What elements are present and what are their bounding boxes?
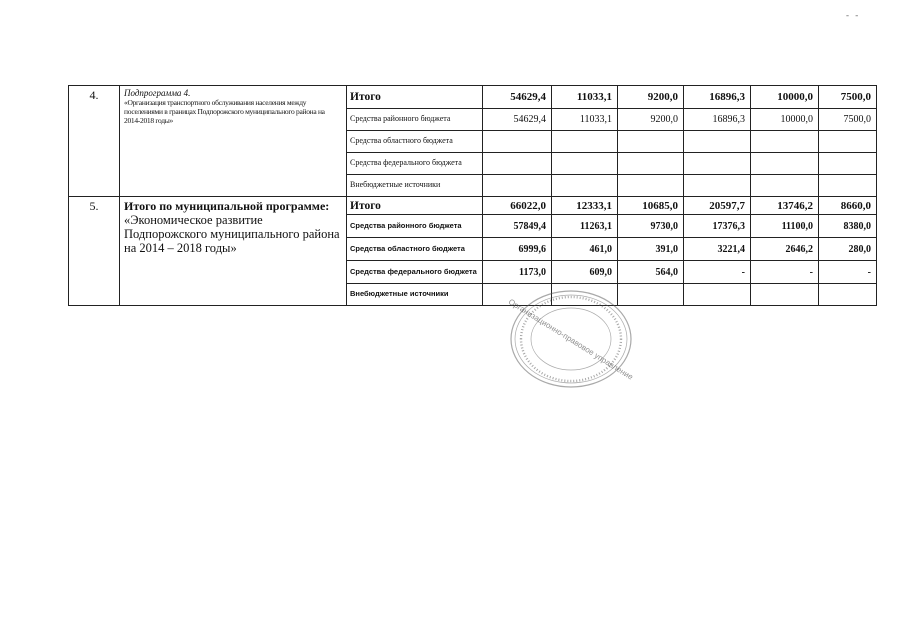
total-value: 9200,0 [618,86,684,109]
cell-value [618,131,684,153]
source-label: Внебюджетные источники [347,175,483,197]
cell-value [684,153,751,175]
program-name: «Организация транспортного обслуживания населения между поселениями в границах Подпорожского муниципального района на 2014-2018 годы» [124,98,325,125]
cell-value [684,175,751,197]
cell-value: 11100,0 [751,215,819,238]
corner-mark: - - [846,10,861,20]
total-value: 11033,1 [552,86,618,109]
cell-value: 7500,0 [819,109,877,131]
cell-value: 280,0 [819,238,877,261]
cell-value [618,153,684,175]
cell-value: - [819,261,877,284]
source-label: Средства районного бюджета [347,215,483,238]
cell-value: 609,0 [552,261,618,284]
total-value: 8660,0 [819,197,877,215]
cell-value: 54629,4 [483,109,552,131]
cell-value: 17376,3 [684,215,751,238]
program-title: Итого по муниципальной программе: [124,199,330,213]
cell-value: 6999,6 [483,238,552,261]
program-cell [120,86,347,197]
program-title: Подпрограмма 4. [124,88,191,98]
cell-value: - [684,261,751,284]
table-row [69,197,877,215]
total-value: 20597,7 [684,197,751,215]
official-stamp [505,286,637,391]
cell-value: 16896,3 [684,109,751,131]
cell-value [552,175,618,197]
program-cell [120,197,347,306]
cell-value: 57849,4 [483,215,552,238]
total-label: Итого [347,86,483,109]
cell-value: 2646,2 [751,238,819,261]
cell-value: 10000,0 [751,109,819,131]
source-label: Средства районного бюджета [347,109,483,131]
cell-value [819,284,877,306]
cell-value: 1173,0 [483,261,552,284]
source-label: Средства областного бюджета [347,238,483,261]
cell-value [819,153,877,175]
cell-value: 8380,0 [819,215,877,238]
source-label: Средства федерального бюджета [347,261,483,284]
stamp-text: Организационно-правовое управление [506,297,635,382]
cell-value: 11033,1 [552,109,618,131]
table-row [69,86,877,109]
total-value: 13746,2 [751,197,819,215]
row-number: 5. [69,197,120,306]
total-value: 66022,0 [483,197,552,215]
total-value: 54629,4 [483,86,552,109]
cell-value: 461,0 [552,238,618,261]
source-label: Внебюджетные источники [347,284,483,306]
cell-value [684,284,751,306]
program-name: «Экономическое развитие Подпорожского муниципального района на 2014 – 2018 годы» [124,213,340,255]
cell-value: 9200,0 [618,109,684,131]
cell-value: 391,0 [618,238,684,261]
total-label: Итого [347,197,483,215]
cell-value [751,131,819,153]
cell-value: 11263,1 [552,215,618,238]
row-number: 4. [69,86,120,197]
budget-table [68,85,877,306]
total-value: 7500,0 [819,86,877,109]
cell-value [483,175,552,197]
cell-value [483,153,552,175]
cell-value: - [751,261,819,284]
total-value: 16896,3 [684,86,751,109]
cell-value [819,175,877,197]
cell-value [552,131,618,153]
cell-value [751,175,819,197]
cell-value: 564,0 [618,261,684,284]
cell-value: 9730,0 [618,215,684,238]
source-label: Средства областного бюджета [347,131,483,153]
cell-value [751,153,819,175]
source-label: Средства федерального бюджета [347,153,483,175]
total-value: 12333,1 [552,197,618,215]
cell-value [552,153,618,175]
cell-value [618,175,684,197]
cell-value [751,284,819,306]
cell-value [819,131,877,153]
cell-value [483,131,552,153]
total-value: 10685,0 [618,197,684,215]
total-value: 10000,0 [751,86,819,109]
cell-value: 3221,4 [684,238,751,261]
cell-value [684,131,751,153]
